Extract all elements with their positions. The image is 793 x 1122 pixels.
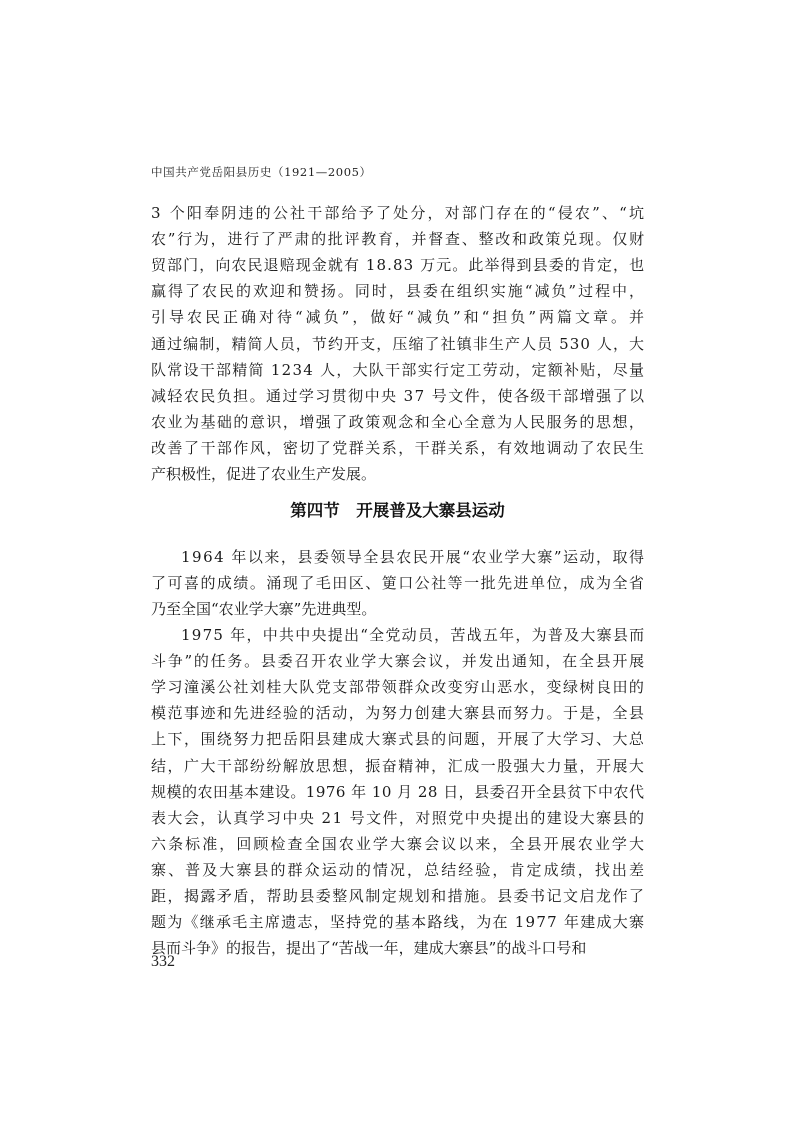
text-line: 1975 年，中共中央提出“全党动员，苦战五年，为普及大寨县而 <box>181 626 646 644</box>
section-heading: 第四节 开展普及大寨县运动 <box>290 501 505 520</box>
text-line: 县而斗争》的报告，提出了“苦战一年，建成大寨县”的战斗口号和 <box>151 939 587 958</box>
text-line: 减轻农民负担。通过学习贯彻中央 37 号文件，使各级干部增强了以 <box>151 386 646 405</box>
text-line: 表大会，认真学习中央 21 号文件，对照党中央提出的建设大寨县的 <box>151 808 646 827</box>
text-line: 3 个阳奉阴违的公社干部给予了处分，对部门存在的“侵农”、“坑 <box>151 204 647 222</box>
text-line: 贸部门，向农民退赔现金就有 18.83 万元。此举得到县委的肯定，也 <box>151 256 646 275</box>
text-line: 改善了干部作风，密切了党群关系，干群关系，有效地调动了农民生 <box>151 438 646 457</box>
text-line: 农”行为，进行了严肃的批评教育，并督查、整改和政策兑现。仅财 <box>151 230 646 249</box>
text-line: 通过编制，精简人员，节约开支，压缩了社镇非生产人员 530 人，大 <box>151 334 646 353</box>
text-line: 队常设干部精简 1234 人，大队干部实行定工劳动，定额补贴，尽量 <box>151 360 646 379</box>
text-line: 赢得了农民的欢迎和赞扬。同时，县委在组织实施“减负”过程中， <box>151 282 647 301</box>
text-line: 学习潼溪公社刘桂大队党支部带领群众改变穷山恶水，变绿树良田的 <box>151 678 646 697</box>
text-line: 了可喜的成绩。涌现了毛田区、筻口公社等一批先进单位，成为全省 <box>151 574 646 593</box>
page-number: 332 <box>151 953 175 970</box>
text-line: 斗争”的任务。县委召开农业学大寨会议，并发出通知，在全县开展 <box>151 652 646 671</box>
text-line: 产积极性，促进了农业生产发展。 <box>151 465 377 483</box>
text-line: 模范事迹和先进经验的活动，为努力创建大寨县而努力。于是，全县 <box>151 704 646 723</box>
text-line: 上下，围绕努力把岳阳县建成大寨式县的问题，开展了大学习、大总 <box>151 730 646 749</box>
text-line: 农业为基础的意识，增强了政策观念和全心全意为人民服务的思想， <box>151 412 646 431</box>
text-line: 乃至全国“农业学大寨”先进典型。 <box>151 600 377 619</box>
text-line: 寨、普及大寨县的群众运动的情况，总结经验，肯定成绩，找出差 <box>151 860 647 879</box>
text-line: 结，广大干部纷纷解放思想，振奋精神，汇成一股强大力量，开展大 <box>151 756 646 775</box>
text-line: 距，揭露矛盾，帮助县委整风制定规划和措施。县委书记文启龙作了 <box>151 887 646 905</box>
running-header: 中国共产党岳阳县历史（1921—2005） <box>151 165 372 179</box>
text-line: 规模的农田基本建设。1976 年 10 月 28 日，县委召开全县贫下中农代 <box>151 782 645 801</box>
text-line: 题为《继承毛主席遗志，坚持党的基本路线，为在 1977 年建成大寨 <box>151 913 646 932</box>
text-line: 1964 年以来，县委领导全县农民开展“农业学大寨”运动，取得 <box>181 548 646 566</box>
text-line: 六条标准，回顾检查全国农业学大寨会议以来，全县开展农业学大 <box>151 834 647 853</box>
text-line: 引导农民正确对待“减负”，做好“减负”和“担负”两篇文章。并 <box>151 308 648 327</box>
